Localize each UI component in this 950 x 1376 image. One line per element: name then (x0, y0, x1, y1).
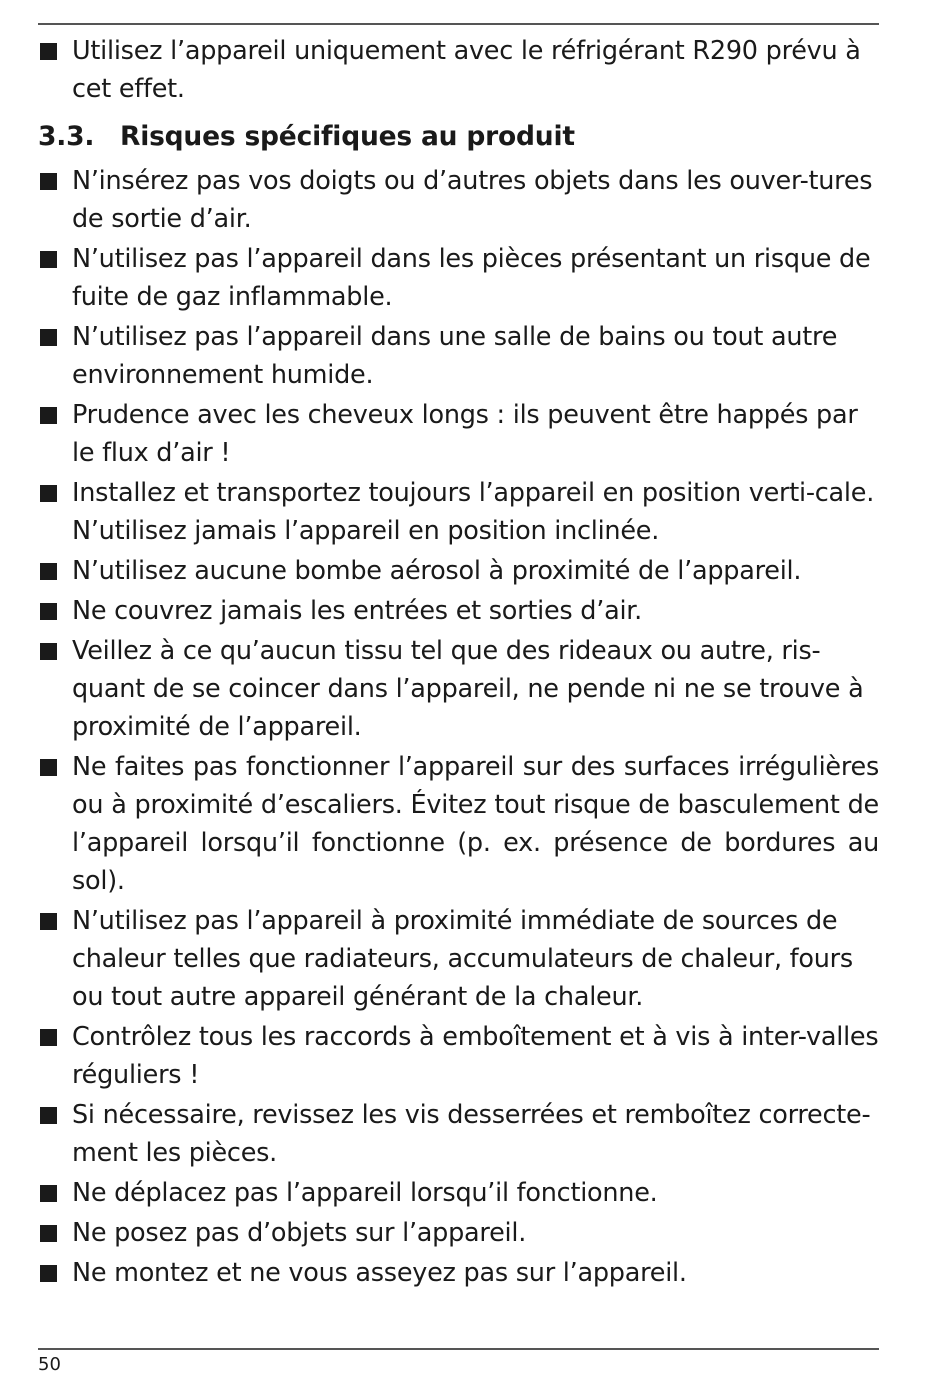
square-bullet-icon (40, 43, 57, 60)
list-item-text: Prudence avec les cheveux longs : ils peuvent être happés par le flux d’air ! (72, 400, 858, 468)
list-item-text: Ne couvrez jamais les entrées et sorties d’air. (72, 596, 643, 626)
list-item-text: N’utilisez pas l’appareil à proximité immédiate de sources de chaleur telles que radiateurs, accumulateurs de chaleur, fours ou tout autre appareil générant de la chaleur. (72, 906, 853, 1012)
list-item (38, 1018, 879, 1094)
list-item-text: Installez et transportez toujours l’appareil en position verti-cale. N’utilisez jamais l’appareil en position inclinée. (72, 478, 875, 546)
list-item (38, 552, 879, 590)
list-item-text: Ne déplacez pas l’appareil lorsqu’il fonctionne. (72, 1178, 658, 1208)
list-item-text: Veillez à ce qu’aucun tissu tel que des rideaux ou autre, ris-quant de se coincer dans l’appareil, ne pende ni ne se trouve à proximité de l’appareil. (72, 636, 864, 742)
square-bullet-icon (40, 603, 57, 620)
list-item (38, 632, 879, 746)
square-bullet-icon (40, 329, 57, 346)
list-item (38, 1174, 879, 1212)
list-item (38, 902, 879, 1016)
list-item-text: N’insérez pas vos doigts ou d’autres objets dans les ouver-tures de sortie d’air. (72, 166, 873, 234)
list-item-text: N’utilisez pas l’appareil dans les pièces présentant un risque de fuite de gaz inflammable. (72, 244, 871, 312)
list-item (38, 592, 879, 630)
list-item (38, 240, 879, 316)
intro-list (38, 32, 879, 108)
list-item (38, 1254, 879, 1292)
square-bullet-icon (40, 173, 57, 190)
list-item (38, 32, 879, 108)
list-item-text: Contrôlez tous les raccords à emboîtement et à vis à inter-valles réguliers ! (72, 1022, 879, 1090)
list-item (38, 1214, 879, 1252)
square-bullet-icon (40, 563, 57, 580)
page-content (38, 32, 879, 1294)
list-item (38, 396, 879, 472)
list-item-text: Si nécessaire, revissez les vis desserrées et remboîtez correcte-ment les pièces. (72, 1100, 871, 1168)
section-heading (38, 118, 879, 156)
square-bullet-icon (40, 1225, 57, 1242)
section-number: 3.3. (38, 121, 95, 152)
list-item (38, 1096, 879, 1172)
list-item-text: Utilisez l’appareil uniquement avec le réfrigérant R290 prévu à cet effet. (72, 36, 861, 104)
square-bullet-icon (40, 251, 57, 268)
square-bullet-icon (40, 407, 57, 424)
square-bullet-icon (40, 759, 57, 776)
square-bullet-icon (40, 913, 57, 930)
header-rule (38, 23, 879, 25)
risk-list (38, 162, 879, 1292)
list-item-text: Ne faites pas fonctionner l’appareil sur des surfaces irrégulières ou à proximité d’escaliers. Évitez tout risque de basculement de l’appareil lorsqu’il fonctionne (p. ex. présence de bordures au sol). (72, 752, 879, 896)
square-bullet-icon (40, 485, 57, 502)
list-item (38, 474, 879, 550)
list-item-text: N’utilisez aucune bombe aérosol à proximité de l’appareil. (72, 556, 802, 586)
list-item (38, 748, 879, 900)
footer-rule (38, 1348, 879, 1350)
square-bullet-icon (40, 1029, 57, 1046)
square-bullet-icon (40, 1107, 57, 1124)
section-title: Risques spécifiques au produit (120, 121, 575, 152)
square-bullet-icon (40, 1265, 57, 1282)
square-bullet-icon (40, 643, 57, 660)
list-item (38, 162, 879, 238)
page-number: 50 (38, 1354, 61, 1375)
list-item (38, 318, 879, 394)
square-bullet-icon (40, 1185, 57, 1202)
list-item-text: Ne posez pas d’objets sur l’appareil. (72, 1218, 527, 1248)
list-item-text: N’utilisez pas l’appareil dans une salle de bains ou tout autre environnement humide. (72, 322, 838, 390)
list-item-text: Ne montez et ne vous asseyez pas sur l’appareil. (72, 1258, 687, 1288)
